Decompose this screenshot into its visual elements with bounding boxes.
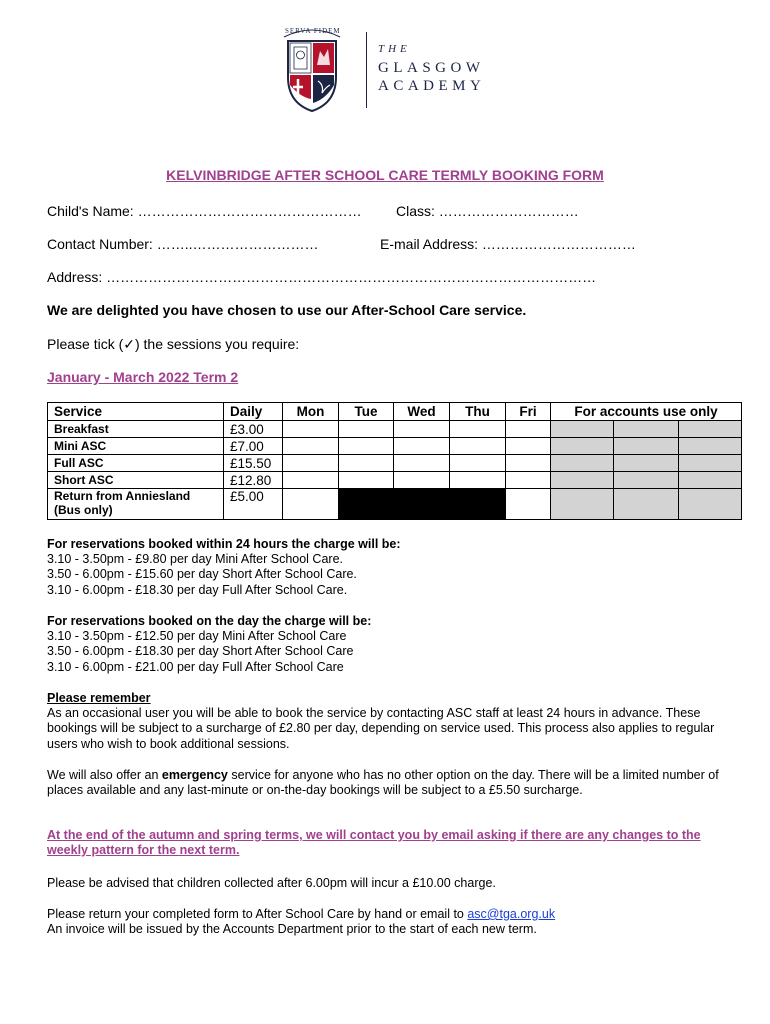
intro-text: We are delighted you have chosen to use our After-School Care service. <box>47 302 527 318</box>
service-name: Full ASC <box>48 455 224 472</box>
return-instruction: Please return your completed form to After School Care by hand or email to <box>47 907 468 921</box>
form-title: KELVINBRIDGE AFTER SCHOOL CARE TERMLY BOOKING FORM <box>166 167 604 183</box>
blocked-cell <box>394 489 450 520</box>
service-name: Breakfast <box>48 421 224 438</box>
within-24-line: 3.50 - 6.00pm - £15.60 per day Short After School Care. <box>47 567 357 582</box>
return-section <box>47 907 727 937</box>
accounts-cell <box>551 421 614 438</box>
accounts-cell <box>551 472 614 489</box>
accounts-cell <box>614 472 679 489</box>
address-field[interactable]: Address: …………………………………………………………………………………………… <box>47 269 597 285</box>
mon-checkbox[interactable] <box>283 421 339 438</box>
remember-heading: Please remember <box>47 691 151 705</box>
col-tue: Tue <box>339 403 394 421</box>
mon-checkbox[interactable] <box>283 489 339 520</box>
col-wed: Wed <box>394 403 450 421</box>
fri-checkbox[interactable] <box>506 421 551 438</box>
email-link[interactable]: asc@tga.org.uk <box>467 907 556 921</box>
col-fri: Fri <box>506 403 551 421</box>
contact-number-field[interactable]: Contact Number: ……..……………………… <box>47 236 319 252</box>
col-thu: Thu <box>450 403 506 421</box>
child-details-row <box>47 203 579 219</box>
table-row <box>48 489 742 520</box>
term-end-note: At the end of the autumn and spring terms, we will contact you by email asking if there are any changes to the weekly pattern for the next term. <box>47 828 701 858</box>
on-day-line: 3.50 - 6.00pm - £18.30 per day Short After School Care <box>47 644 354 659</box>
within-24-hours-section <box>47 537 727 598</box>
tue-checkbox[interactable] <box>339 455 394 472</box>
accounts-cell <box>679 489 742 520</box>
accounts-cell <box>679 472 742 489</box>
return-text <box>47 907 727 922</box>
accounts-cell <box>679 455 742 472</box>
on-day-line: 3.10 - 6.00pm - £21.00 per day Full After School Care <box>47 659 344 674</box>
daily-price: £3.00 <box>224 421 283 438</box>
on-the-day-section <box>47 614 727 675</box>
wed-checkbox[interactable] <box>394 455 450 472</box>
blocked-cell <box>339 489 394 520</box>
child-name-field[interactable]: Child's Name: ………………………………………… <box>47 203 362 219</box>
emergency-text-pre: We will also offer an <box>47 768 162 782</box>
service-name-line1: Return from Anniesland <box>54 489 191 503</box>
accounts-cell <box>551 438 614 455</box>
header-divider <box>366 32 367 108</box>
contact-row <box>47 236 636 252</box>
remember-text: As an occasional user you will be able to book the service by contacting ASC staff at least 24 hours in advance. These bookings will be subject to a surcharge of £2.80 per day, depending on service used. This process also applies to regular users who wish to book additional sessions. <box>47 706 715 751</box>
sessions-table <box>47 402 742 520</box>
mon-checkbox[interactable] <box>283 472 339 489</box>
accounts-cell <box>679 438 742 455</box>
tue-checkbox[interactable] <box>339 472 394 489</box>
thu-checkbox[interactable] <box>450 472 506 489</box>
accounts-cell <box>614 489 679 520</box>
accounts-cell <box>551 489 614 520</box>
accounts-cell <box>614 421 679 438</box>
wed-checkbox[interactable] <box>394 472 450 489</box>
wed-checkbox[interactable] <box>394 438 450 455</box>
fri-checkbox[interactable] <box>506 455 551 472</box>
accounts-cell <box>551 455 614 472</box>
daily-price: £12.80 <box>224 472 283 489</box>
col-daily: Daily <box>224 403 283 421</box>
term-heading: January - March 2022 Term 2 <box>47 369 239 385</box>
within-24-line: 3.10 - 6.00pm - £18.30 per day Full After School Care. <box>47 582 348 597</box>
school-name-glasgow: GLASGOW <box>378 60 485 76</box>
table-row <box>48 421 742 438</box>
col-service: Service <box>48 403 224 421</box>
school-name-the: THE <box>378 43 411 55</box>
late-collection-note: Please be advised that children collected after 6.00pm will incur a £10.00 charge. <box>47 876 496 890</box>
school-name-academy: ACADEMY <box>378 78 486 94</box>
tue-checkbox[interactable] <box>339 438 394 455</box>
class-field[interactable]: Class: ………………………… <box>396 203 579 219</box>
crest-motto: SERVA FIDEM <box>285 27 341 35</box>
thu-checkbox[interactable] <box>450 438 506 455</box>
fri-checkbox[interactable] <box>506 438 551 455</box>
service-name <box>48 489 224 520</box>
on-day-heading: For reservations booked on the day the charge will be: <box>47 614 372 628</box>
daily-price: £5.00 <box>224 489 283 520</box>
col-accounts: For accounts use only <box>551 403 742 421</box>
wed-checkbox[interactable] <box>394 421 450 438</box>
service-name: Short ASC <box>48 472 224 489</box>
email-field[interactable]: E-mail Address: …………………………… <box>380 236 636 252</box>
mon-checkbox[interactable] <box>283 438 339 455</box>
table-row <box>48 455 742 472</box>
table-row <box>48 472 742 489</box>
school-wordmark <box>378 44 485 97</box>
emergency-keyword: emergency <box>161 768 228 782</box>
within-24-heading: For reservations booked within 24 hours the charge will be: <box>47 537 401 551</box>
thu-checkbox[interactable] <box>450 455 506 472</box>
fri-checkbox[interactable] <box>506 489 551 520</box>
school-crest-logo <box>276 27 348 113</box>
blocked-cell <box>450 489 506 520</box>
accounts-cell <box>614 438 679 455</box>
daily-price: £15.50 <box>224 455 283 472</box>
table-row <box>48 438 742 455</box>
emergency-section <box>47 768 727 798</box>
fri-checkbox[interactable] <box>506 472 551 489</box>
daily-price: £7.00 <box>224 438 283 455</box>
mon-checkbox[interactable] <box>283 455 339 472</box>
tue-checkbox[interactable] <box>339 421 394 438</box>
accounts-cell <box>614 455 679 472</box>
thu-checkbox[interactable] <box>450 421 506 438</box>
service-name: Mini ASC <box>48 438 224 455</box>
please-remember-section <box>47 691 727 752</box>
table-header-row <box>48 403 742 421</box>
within-24-line: 3.10 - 3.50pm - £9.80 per day Mini After School Care. <box>47 552 343 567</box>
tick-instruction: Please tick (✓) the sessions you require: <box>47 336 300 352</box>
col-mon: Mon <box>283 403 339 421</box>
on-day-line: 3.10 - 3.50pm - £12.50 per day Mini After School Care <box>47 629 347 644</box>
emergency-text <box>47 768 727 798</box>
invoice-note: An invoice will be issued by the Accounts Department prior to the start of each new term. <box>47 922 537 937</box>
service-name-line2: (Bus only) <box>54 503 113 517</box>
emergency-text-post: service for anyone who has no other option on the day. There will be a limited number of places available and any last-minute or on-the-day bookings will be subject to a £5.50 surcharge. <box>47 768 719 798</box>
accounts-cell <box>679 421 742 438</box>
